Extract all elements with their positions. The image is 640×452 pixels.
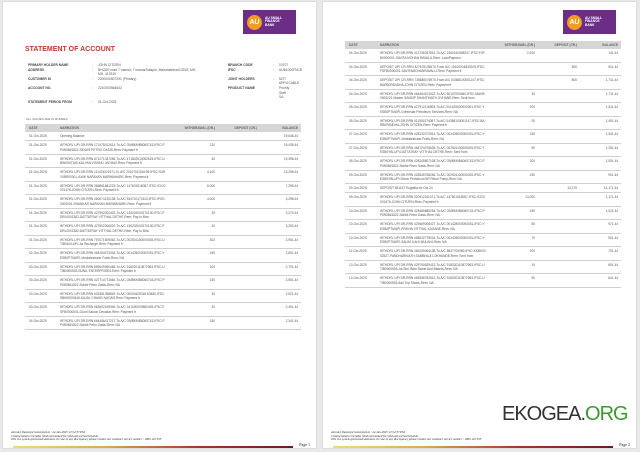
header-balance: BALANCE (602, 42, 618, 47)
closing-note: Closing balance includes funds earmarked for hold and uncleared funds. (331, 433, 419, 438)
label: JOINT HOLDERS (228, 76, 255, 81)
table-row (345, 207, 621, 221)
cell-balance: 141.44 (608, 51, 618, 55)
table-row (25, 222, 301, 236)
cell-date: 10-Oct-2025 (349, 222, 367, 226)
cell-withdrawal: 200 (529, 105, 535, 109)
cell-deposit (535, 195, 577, 204)
footer-bar (333, 446, 613, 448)
cell-narration: WTHDRL UPI DR-RRN 871271037256-To A/C 471802510052615-IFSC:UBIN0947160-KALYAN VISHNU JADHAV-Rem: Payment fr (60, 156, 165, 165)
cell-balance: 3,273.44 (285, 210, 298, 215)
cell-withdrawal: 20 (531, 118, 535, 123)
cell-deposit (535, 105, 577, 114)
cell-balance: 2,521.44 (285, 291, 298, 296)
statement-page-1 (2, 1, 317, 449)
header-narration: NARRATION (60, 125, 79, 130)
header-withdrawal: WITHDRAWAL (DR.) (504, 42, 535, 47)
cell-deposit (535, 222, 577, 231)
cell-date: 04-Oct-2025 (349, 51, 367, 55)
logo-text: AU SMALL FINANCE BANK (265, 15, 282, 27)
cell-narration: WTHDRL UPI DR-RRN 413736257814-To A/C 2360010558247-IFSC:FSFB0000001-SAVITA MOHAN RAVALU-Rem: LoanPaymen (380, 51, 485, 60)
cell-date: 01-Oct-2025 (29, 156, 47, 161)
cell-narration: WTHDRL UPI DR-RRN 428132072514-To A/C 001425000000051-IFSC:YESB0PTMUPI-Venkateshwar Fuels-Rem: NA (380, 132, 485, 141)
cell-withdrawal: 25 (211, 210, 215, 215)
cell-withdrawal (490, 186, 535, 191)
cell-deposit (535, 249, 577, 258)
cell-narration: WTHDRL UPI DR-RRN 465032778024-To A/C 001425000000051-IFSC:YESB0PTMUPI-SALIM ILAHI MULANI-Rem: NA (380, 235, 485, 244)
cell-withdrawal: 200 (529, 159, 535, 163)
cell-balance: 2,801.44 (285, 251, 298, 255)
cell-withdrawal: 150 (529, 208, 535, 213)
table-row (345, 49, 621, 63)
cell-deposit (215, 238, 257, 247)
table-row (345, 171, 621, 185)
cell-narration: WTHDRL UPI DR-RRN 427592002402-To A/C 136202000170130-IFSC:FDRL0001362-DATTATRAY VITTHAL DETHE-Rem: Pay to Bha (60, 210, 165, 219)
cell-narration: WTHDRL UPI DR-RRN 427714771664-To A/C OMBKMB6060743-IFSC:PPIW0861822-Siddhi Petro Oasis-Rem: NA (60, 278, 165, 287)
header-date: DATE (29, 125, 38, 130)
transactions-table (345, 41, 621, 288)
cell-balance: 941.44 (608, 64, 618, 69)
cell-balance: 971.44 (608, 222, 618, 226)
generated-text: Account Statement Generated at : 24-Jan-2025 17:22:37 PM (11, 430, 85, 434)
cell-deposit (535, 276, 577, 285)
cell-narration: WTHDRL UPI DR-RRN 869049950465-To A/C 918020110872963-IFSC:UTIB0000553-SUNIL ENTERPRISES-Rem: Payment fr (60, 264, 165, 273)
cell-balance: 19,398.44 (283, 156, 298, 161)
cell-withdrawal: 150 (209, 278, 215, 282)
table-row (25, 290, 301, 304)
disclaimer: This is a system generated statement. In case of any discrepancy please contact our customer service number : 1800 123 333 (11, 437, 162, 442)
cell-narration: WTHDRL UPI DR-RRN 427912116905-To A/C 001425000000051-IFSC:YESB0PTMUPI-Greenstar Petroleum Services-Rem: NA (380, 105, 485, 114)
logo-mark: AU (247, 15, 262, 30)
cell-deposit (215, 134, 257, 139)
header-deposit: DEPOSIT (CR.) (234, 125, 257, 130)
closing-note: Closing balance includes funds earmarked for hold and uncleared funds. (11, 433, 99, 438)
cell-narration: WTHDRL UPI DR-RRN 632381358849-To A/C 00000425316 63480-IFSC:SBIN0000446-KAJAL CHAND NAGAR-Rem: Payment fr (60, 291, 166, 300)
table-row (345, 193, 621, 207)
page-number: Page 1 (299, 442, 310, 447)
cell-narration: WTHDRL UPI DR-RRN 963602425946-To A/C 341000000560453-IFSC:FSFB0000001-Gouri Saloon Devakar-Rem: Payment fr (60, 305, 165, 314)
table-row (25, 195, 301, 209)
cell-balance: 19,438.44 (283, 143, 298, 147)
table-row (25, 209, 301, 223)
label: PRODUCT NAME (228, 85, 255, 90)
cell-deposit: 800 (571, 64, 577, 69)
cell-balance: 15,298.44 (283, 170, 298, 174)
table-row (345, 103, 621, 117)
cell-deposit (215, 211, 257, 220)
cell-withdrawal: 20 (211, 224, 215, 228)
table-row (345, 220, 621, 234)
cell-date: 04-Oct-2025 (29, 318, 47, 323)
cell-balance: 1,511.44 (605, 105, 618, 109)
bank-logo (563, 10, 616, 34)
cell-date: 03-Oct-2025 (29, 264, 47, 269)
cell-deposit (215, 184, 257, 193)
table-header (25, 124, 301, 132)
cell-date: 07-Oct-2025 (349, 145, 367, 150)
label: PRIMARY HOLDER NAME (28, 63, 69, 67)
cell-narration: DEPOSIT UPI CR-RRN 427678135570-From A/C 19100004830229-IFSC:FSFB0000001-SAVITAMOHANRAVALU-Rem: Payment fr (380, 64, 486, 73)
cell-withdrawal: 70 (531, 235, 535, 240)
cell-withdrawal: 4,000 (207, 197, 215, 201)
cell-deposit (535, 173, 577, 182)
table-row (345, 234, 621, 248)
cell-narration: WTHDRL UPI DR-RRN 464724078635-To A/C 002501100000025-IFSC:YESB0YBLUPI-DATTATRAY VITTHAL DETHE-Rem: Sent from (380, 145, 485, 154)
watermark-suffix: ORG (585, 403, 628, 425)
watermark-main: EKOGEA. (502, 403, 586, 425)
cell-withdrawal: 13,000 (525, 195, 535, 199)
label: STATEMENT PERIOD FROM (28, 99, 72, 104)
cell-withdrawal: 30 (211, 305, 215, 309)
cell-narration: WTHDRL UPI DR-RRN 429790829413-To A/C 918020110872963-IFSC:UTIB0000553-Jai Shri Ram Sweet And Bakers-Rem: NA (380, 262, 485, 271)
cell-deposit: 13,270 (567, 186, 577, 190)
cell-balance: 1,341.44 (605, 132, 618, 136)
watermark (502, 403, 628, 425)
cell-deposit (535, 119, 577, 128)
cell-date: 01-Oct-2025 (29, 143, 47, 147)
header-narration: NARRATION (380, 42, 399, 47)
cell-date: 05-Oct-2025 (349, 118, 367, 123)
table-row (25, 236, 301, 250)
page-title: STATEMENT OF ACCOUNT (25, 46, 116, 53)
transactions-table (25, 124, 301, 330)
cell-balance: 2,701.44 (285, 264, 298, 269)
cell-balance: 2,341.44 (285, 318, 298, 323)
cell-narration: WTHDRL UPI DR-RRN 429469008427-To A/C 001425000000051-IFSC:YESB0PTMUPI-PRAVIN VITTHAL KAGANE-Rem: NA (380, 222, 485, 231)
table-row (345, 130, 621, 144)
label: BRANCH CODE (228, 63, 253, 67)
cell-deposit (535, 209, 577, 218)
cell-balance: 1,051.44 (605, 159, 618, 163)
cell-deposit (215, 265, 257, 274)
cell-date: 04-Oct-2025 (349, 78, 367, 82)
cell-deposit (215, 197, 257, 206)
cell-withdrawal: 4,100 (207, 170, 215, 174)
cell-date: 09-Oct-2025 (349, 172, 367, 177)
cell-deposit (535, 236, 577, 245)
cell-withdrawal: 150 (209, 251, 215, 255)
cell-date: 02-Oct-2025 (29, 251, 47, 255)
cell-date: 10-Oct-2025 (349, 235, 367, 240)
cell-deposit (535, 132, 577, 141)
table-row (25, 249, 301, 263)
cell-balance: 2,951.44 (285, 237, 298, 242)
table-row (345, 157, 621, 171)
cell-withdrawal: 100 (209, 264, 215, 269)
cell-balance: 19,648.44 (283, 134, 298, 138)
cell-deposit (215, 305, 257, 314)
cell-balance: 7,298.44 (285, 183, 298, 188)
cell-date: 13-Oct-2025 (349, 262, 367, 267)
cell-date: 03-Oct-2025 (29, 305, 47, 309)
table-row (25, 168, 301, 182)
table-row (25, 132, 301, 141)
cell-deposit (215, 157, 257, 166)
cell-narration: WTHDRL UPI DR-RRN 066861681223-To A/C 147601516087-IFSC:ICIC0001476-JOHN CITIZEN-Rem: Payment fr (60, 183, 166, 192)
cell-narration: WTHDRL UPI DR-RRN 111424021971-To A/C 2010701026199-IFSC:SURY0BR0000-LAXMI NARAYAN MARWAHARE-Rem: Payment fr (60, 170, 166, 179)
cell-withdrawal: 90 (531, 145, 535, 150)
statement-period: 01-Oct-2025 (98, 99, 117, 104)
cell-withdrawal (490, 78, 535, 87)
cell-narration: WTHDRL UPI DR-RRN 428485885254-To A/C OMBKMB6060743-IFSC:PPIW0861822-Siddhi Petro Oasis-Rem: NA (380, 208, 485, 217)
table-row (345, 144, 621, 158)
cell-date: 01-Oct-2025 (29, 224, 47, 228)
cell-balance: 701.44 (608, 249, 618, 253)
product-name: Priority Staff SA (279, 85, 290, 100)
cell-balance: 1,711.44 (605, 91, 618, 96)
cell-withdrawal: 150 (529, 132, 535, 136)
cell-date: 13-Oct-2025 (349, 276, 367, 280)
cell-date: 01-Oct-2025 (29, 183, 47, 188)
cell-withdrawal: 210 (209, 143, 215, 147)
cell-narration: WTHDRL UPI DR-RRN 427502006020-To A/C 136202000170130-IFSC:FDRL0001362-DATTATRAY VITTHAL DETHE-Rem: Pay to Bha (60, 224, 165, 233)
label: IFSC (228, 67, 236, 72)
label: CUSTOMER ID (28, 76, 52, 81)
cell-balance: 901.44 (608, 235, 618, 240)
cell-balance: 1,171.44 (605, 195, 618, 199)
cell-balance: 1,251.44 (605, 145, 618, 150)
table-row (25, 317, 301, 331)
cell-date: 01-Oct-2025 (29, 134, 47, 138)
cell-deposit (215, 251, 257, 260)
table-row (25, 263, 301, 277)
cell-narration: WTHDRL UPI DR-RRN 757071609062-To A/C 002501150000025-IFSC:UTIB0AXLUPI-Jio Recharge-Rem: Payment fr (60, 237, 165, 246)
cell-balance: 14,171.44 (603, 186, 618, 190)
cell-deposit (215, 224, 257, 233)
cell-narration: WTHDRL UPI DR-RRN 428345768284-To A/C 002501100000025-IFSC:YESB0YBLUPI-Shree Petroleum BP Petrol Pump-Rem: NA (380, 172, 485, 181)
cell-withdrawal: 150 (209, 318, 215, 323)
table-row (345, 76, 621, 90)
cell-balance: 3,253.44 (285, 224, 298, 228)
table-row (345, 184, 621, 193)
cell-withdrawal: 30 (531, 91, 535, 96)
statement-page-2 (322, 1, 637, 449)
branch-code: 10707 (279, 63, 289, 67)
cell-date: 01-Oct-2025 (29, 237, 47, 242)
bank-logo (243, 10, 296, 34)
cell-withdrawal (490, 65, 535, 74)
cell-deposit (215, 143, 257, 152)
cell-narration: WTHDRL UPI DR-RRN 171475012614-To A/C OMBKMB6060743-IFSC:PPIW0861822-SIDDHI PETRO OASIS-Rem: Payment fr (60, 143, 165, 152)
cell-narration: WTHDRL UPI DR-RRN 464254073318-To A/C 001425000000051-IFSC:YESB0PTMUPI-Venkateshwar Fuels-Rem: NA (60, 251, 165, 260)
cell-withdrawal: 2,200 (527, 51, 535, 55)
cell-withdrawal: 150 (529, 172, 535, 177)
cell-deposit (535, 263, 577, 272)
header-withdrawal: WITHDRAWAL (DR.) (184, 125, 215, 130)
header-date: DATE (349, 42, 358, 47)
cell-date: 09-Oct-2025 (349, 195, 367, 199)
cell-date: 09-Oct-2025 (349, 186, 367, 190)
cell-narration: WTHDRL UPI DR-RRN 464464101522-To A/C 60107000640-IFSC:MAHB0000221-Master SANDIP SHANTINATH GVHANE-Rem: Sent from (380, 91, 485, 100)
table-row (345, 274, 621, 288)
customer-id: 2200000507291 (Primary) (98, 76, 137, 81)
table-row (345, 90, 621, 104)
cell-date: 03-Oct-2025 (29, 278, 47, 282)
cell-date: 01-Oct-2025 (29, 197, 47, 201)
account-number: 2210000564642 (98, 85, 122, 90)
page-number: Page 2 (619, 442, 630, 447)
cell-withdrawal (170, 134, 215, 139)
table-row (345, 261, 621, 275)
cell-balance: 691.44 (608, 262, 618, 267)
cell-balance: 1,021.44 (605, 208, 618, 213)
cell-withdrawal: 50 (531, 276, 535, 280)
cell-date: 07-Oct-2025 (349, 132, 367, 136)
logo-mark: AU (567, 15, 582, 30)
table-row (345, 63, 621, 77)
table-header (345, 41, 621, 49)
footer (11, 431, 251, 442)
ifsc: AUBL000FNCR (279, 67, 303, 72)
cell-deposit (215, 292, 257, 301)
cell-balance: 3,298.44 (285, 197, 298, 201)
cell-narration: WTHDRL UPI DR-RRN 411901974087-To A/C 04368100001147-IFSC:BARB0PANDHA-JOHN CITIZEN-Rem: Payment fr (380, 118, 485, 127)
cell-narration: WTHDRL UPI DR-RRN 465109064138-To A/C 5847700089-IFSC:KKBK0002527-PANDHARINATH SAMBHAJI LOKHANDE-Rem: Sent from (380, 249, 486, 258)
cell-narration: WTHDRL UPI DR-RRN 664466417217-To A/C OMBKMB6060743-IFSC:PPIW0861822-Siddhi Petro Oasis-Rem: NA (60, 318, 165, 327)
cell-narration: DEPOSIT 841157 Ecgratia for Oct 24 (380, 186, 433, 190)
footer-bar (13, 446, 293, 448)
address: BHOSE road 7 mamar, 7 mamarSolapur, Maharashtra413315, MH, MH, 413315 (98, 67, 197, 77)
cell-date: 03-Oct-2025 (29, 291, 47, 296)
cell-deposit (215, 319, 257, 328)
cell-narration: Opening Balance (60, 134, 85, 138)
cell-withdrawal: 50 (531, 222, 535, 226)
cell-deposit (215, 170, 257, 179)
cell-balance: 1,491.44 (605, 118, 618, 123)
joint-holders: NOT APPLICABLE (279, 76, 300, 86)
cell-withdrawal: 200 (529, 249, 535, 253)
cell-date: 01-Oct-2025 (29, 210, 47, 215)
disclaimer: This is a system generated statement. In case of any discrepancy please contact our customer service number : 1800 123 333 (331, 437, 482, 442)
cell-withdrawal: 10 (531, 262, 535, 267)
primary-holder: JOHN CITIZEN (98, 63, 121, 67)
cell-deposit (215, 278, 257, 287)
cell-narration: WTHDRL UPI DR-RRN 465398782513-To A/C 918020110872963-IFSC:UTIB0000553-Asif Top Shoes-Rem: NA (380, 276, 485, 285)
cell-date: 10-Oct-2025 (349, 208, 367, 213)
cell-deposit (535, 92, 577, 101)
cell-balance: 2,491.44 (285, 305, 298, 309)
table-row (25, 303, 301, 317)
header-deposit: DEPOSIT (CR.) (554, 42, 577, 47)
cell-balance: 641.44 (608, 276, 618, 280)
label: ACCOUNT NO. (28, 85, 52, 90)
cell-date: 04-Oct-2025 (349, 64, 367, 69)
cell-narration: WTHDRL UPI DR-RRN 428245807108-To A/C OMBKMB6060743-IFSC:PPIW0861822-Siddhi Petro Oasis-Rem: NA (380, 159, 485, 168)
cell-balance: 1,741.44 (605, 78, 618, 82)
cell-narration: WTHDRL UPI DR-RRN 320412311071-To A/C 147601516087-IFSC:ICIC0001476-JOHN CITIZEN-Rem: Payment fr (380, 195, 486, 204)
cell-narration: WTHDRL UPI DR-RRN 460074120138-To A/C 534710173110-IFSC:IPOS0000001-SHANKAR NARAYAN MARWAHARE-Rem: Payment fr (60, 197, 165, 206)
cell-withdrawal: 30 (211, 291, 215, 296)
logo-text: AU SMALL FINANCE BANK (585, 15, 602, 27)
table-row (345, 117, 621, 131)
cell-withdrawal: 8,000 (207, 183, 215, 188)
cell-date: 04-Oct-2025 (349, 91, 367, 96)
cell-deposit (535, 51, 577, 60)
account-info: PRIMARY HOLDER NAME : JOHN CITIZEN BRANCH CODE : 10707 ADDRESS : BHOSE road 7 mamar, 7 mamarSolapur, Maharashtra413315, MH, MH, 413315 IFSC : AUBL000FNCR CUSTOMER ID : 2200000507291 (Primary) JOINT HOLDERS : NOT APPLICABLE ACCOUNT NO. : 2210000564642 PRODUCT NAME : Priority Staff SA STATEMENT PERIOD FROM : 01-Oct-2025 (28, 63, 303, 104)
table-row (25, 141, 301, 155)
generated-text: Account Statement Generated at : 24-Jan-2025 17:22:37 PM (331, 430, 405, 434)
cell-date: 01-Oct-2025 (29, 170, 47, 174)
cell-deposit (535, 146, 577, 155)
cell-date: 08-Oct-2025 (349, 159, 367, 163)
header-balance: BALANCE (282, 125, 298, 130)
table-row (345, 247, 621, 261)
cell-deposit (535, 159, 577, 168)
cell-date: 11-Oct-2025 (349, 249, 367, 253)
cell-withdrawal: 302 (209, 237, 215, 242)
table-row (25, 155, 301, 169)
cell-balance: 901.44 (608, 172, 618, 177)
cell-date: 05-Oct-2025 (349, 105, 367, 109)
table-row (25, 276, 301, 290)
values-note: ALL VALUES ARE IN RUPEES (26, 117, 68, 121)
cell-withdrawal: 40 (211, 156, 215, 161)
footer (331, 431, 571, 442)
label: ADDRESS (28, 67, 45, 72)
cell-balance: 2,551.44 (285, 278, 298, 282)
cell-narration: DEPOSIT UPI CR-RRN 735880076970-From A/C 04368100001147-IFSC:BARB0PANDHA-JOHN CITIZEN-Rem: Payment fr (380, 78, 485, 87)
cell-deposit: 800 (571, 78, 577, 82)
table-row (25, 182, 301, 196)
